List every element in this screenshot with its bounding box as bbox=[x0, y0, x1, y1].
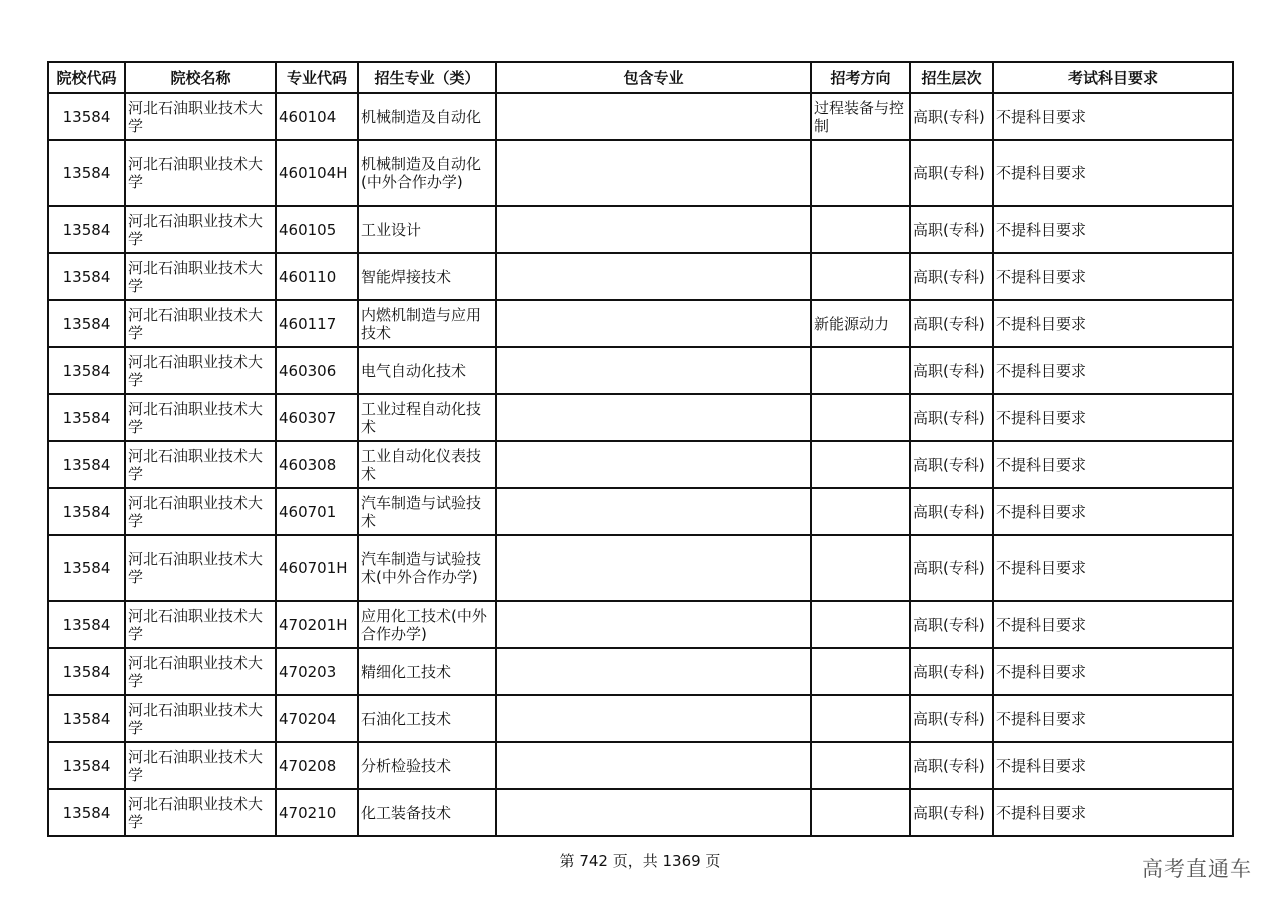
cell-major: 精细化工技术 bbox=[358, 648, 496, 695]
cell-direction: 新能源动力 bbox=[811, 300, 910, 347]
header-direction: 招考方向 bbox=[811, 62, 910, 93]
cell-included-majors bbox=[496, 441, 811, 488]
cell-level: 高职(专科) bbox=[910, 789, 993, 836]
cell-direction bbox=[811, 140, 910, 206]
enrollment-table bbox=[47, 61, 1234, 837]
cell-included-majors bbox=[496, 394, 811, 441]
cell-level: 高职(专科) bbox=[910, 648, 993, 695]
table-row bbox=[48, 394, 1233, 441]
cell-school-name: 河北石油职业技术大学 bbox=[125, 394, 276, 441]
cell-direction bbox=[811, 648, 910, 695]
page-number: 第 742 页，共 1369 页 bbox=[559, 852, 721, 870]
cell-requirement: 不提科目要求 bbox=[993, 93, 1233, 140]
cell-direction bbox=[811, 253, 910, 300]
cell-school-code: 13584 bbox=[48, 488, 125, 535]
cell-school-name: 河北石油职业技术大学 bbox=[125, 347, 276, 394]
cell-school-code: 13584 bbox=[48, 601, 125, 648]
cell-requirement: 不提科目要求 bbox=[993, 535, 1233, 601]
cell-included-majors bbox=[496, 140, 811, 206]
cell-major: 内燃机制造与应用技术 bbox=[358, 300, 496, 347]
cell-school-code: 13584 bbox=[48, 140, 125, 206]
cell-major-code: 460117 bbox=[276, 300, 358, 347]
cell-school-name: 河北石油职业技术大学 bbox=[125, 441, 276, 488]
cell-major-code: 470203 bbox=[276, 648, 358, 695]
header-requirement: 考试科目要求 bbox=[993, 62, 1233, 93]
cell-included-majors bbox=[496, 488, 811, 535]
cell-school-code: 13584 bbox=[48, 347, 125, 394]
table-row bbox=[48, 535, 1233, 601]
cell-direction bbox=[811, 441, 910, 488]
cell-school-code: 13584 bbox=[48, 742, 125, 789]
cell-major-code: 460306 bbox=[276, 347, 358, 394]
cell-school-name: 河北石油职业技术大学 bbox=[125, 648, 276, 695]
cell-school-name: 河北石油职业技术大学 bbox=[125, 535, 276, 601]
cell-included-majors bbox=[496, 206, 811, 253]
cell-major: 汽车制造与试验技术(中外合作办学) bbox=[358, 535, 496, 601]
cell-level: 高职(专科) bbox=[910, 300, 993, 347]
table-row bbox=[48, 695, 1233, 742]
cell-school-name: 河北石油职业技术大学 bbox=[125, 253, 276, 300]
cell-school-name: 河北石油职业技术大学 bbox=[125, 601, 276, 648]
cell-school-code: 13584 bbox=[48, 648, 125, 695]
cell-included-majors bbox=[496, 535, 811, 601]
table-row bbox=[48, 789, 1233, 836]
cell-included-majors bbox=[496, 742, 811, 789]
cell-major: 汽车制造与试验技术 bbox=[358, 488, 496, 535]
cell-major-code: 460307 bbox=[276, 394, 358, 441]
cell-included-majors bbox=[496, 347, 811, 394]
cell-level: 高职(专科) bbox=[910, 347, 993, 394]
cell-major-code: 470204 bbox=[276, 695, 358, 742]
cell-level: 高职(专科) bbox=[910, 695, 993, 742]
cell-school-code: 13584 bbox=[48, 789, 125, 836]
header-row bbox=[48, 62, 1233, 93]
cell-direction bbox=[811, 601, 910, 648]
cell-school-code: 13584 bbox=[48, 535, 125, 601]
cell-requirement: 不提科目要求 bbox=[993, 347, 1233, 394]
cell-direction bbox=[811, 347, 910, 394]
cell-major-code: 460308 bbox=[276, 441, 358, 488]
cell-major: 智能焊接技术 bbox=[358, 253, 496, 300]
watermark: 高考直通车 bbox=[1142, 857, 1252, 881]
cell-school-name: 河北石油职业技术大学 bbox=[125, 789, 276, 836]
cell-major: 应用化工技术(中外合作办学) bbox=[358, 601, 496, 648]
cell-direction bbox=[811, 535, 910, 601]
table-row bbox=[48, 648, 1233, 695]
cell-major-code: 470210 bbox=[276, 789, 358, 836]
cell-requirement: 不提科目要求 bbox=[993, 441, 1233, 488]
cell-level: 高职(专科) bbox=[910, 742, 993, 789]
cell-included-majors bbox=[496, 695, 811, 742]
cell-included-majors bbox=[496, 648, 811, 695]
cell-requirement: 不提科目要求 bbox=[993, 253, 1233, 300]
cell-major: 化工装备技术 bbox=[358, 789, 496, 836]
cell-school-name: 河北石油职业技术大学 bbox=[125, 695, 276, 742]
cell-requirement: 不提科目要求 bbox=[993, 695, 1233, 742]
cell-school-code: 13584 bbox=[48, 300, 125, 347]
cell-school-code: 13584 bbox=[48, 695, 125, 742]
cell-school-code: 13584 bbox=[48, 394, 125, 441]
cell-major: 工业自动化仪表技术 bbox=[358, 441, 496, 488]
header-level: 招生层次 bbox=[910, 62, 993, 93]
cell-major: 机械制造及自动化(中外合作办学) bbox=[358, 140, 496, 206]
cell-major: 分析检验技术 bbox=[358, 742, 496, 789]
cell-requirement: 不提科目要求 bbox=[993, 742, 1233, 789]
cell-school-name: 河北石油职业技术大学 bbox=[125, 140, 276, 206]
cell-direction: 过程装备与控制 bbox=[811, 93, 910, 140]
cell-level: 高职(专科) bbox=[910, 601, 993, 648]
cell-major: 电气自动化技术 bbox=[358, 347, 496, 394]
table-row bbox=[48, 253, 1233, 300]
cell-requirement: 不提科目要求 bbox=[993, 601, 1233, 648]
table-row bbox=[48, 441, 1233, 488]
cell-direction bbox=[811, 394, 910, 441]
table-row bbox=[48, 140, 1233, 206]
cell-major-code: 460104 bbox=[276, 93, 358, 140]
cell-requirement: 不提科目要求 bbox=[993, 394, 1233, 441]
cell-level: 高职(专科) bbox=[910, 93, 993, 140]
cell-requirement: 不提科目要求 bbox=[993, 789, 1233, 836]
cell-included-majors bbox=[496, 789, 811, 836]
cell-level: 高职(专科) bbox=[910, 253, 993, 300]
cell-included-majors bbox=[496, 253, 811, 300]
cell-school-code: 13584 bbox=[48, 206, 125, 253]
header-major: 招生专业（类） bbox=[358, 62, 496, 93]
cell-major-code: 470201H bbox=[276, 601, 358, 648]
cell-major: 机械制造及自动化 bbox=[358, 93, 496, 140]
cell-major-code: 460701 bbox=[276, 488, 358, 535]
cell-direction bbox=[811, 742, 910, 789]
table-row bbox=[48, 601, 1233, 648]
cell-direction bbox=[811, 695, 910, 742]
table-row bbox=[48, 347, 1233, 394]
table-row bbox=[48, 93, 1233, 140]
table-row bbox=[48, 300, 1233, 347]
cell-major-code: 460110 bbox=[276, 253, 358, 300]
cell-included-majors bbox=[496, 300, 811, 347]
cell-level: 高职(专科) bbox=[910, 535, 993, 601]
cell-requirement: 不提科目要求 bbox=[993, 488, 1233, 535]
cell-requirement: 不提科目要求 bbox=[993, 206, 1233, 253]
cell-school-name: 河北石油职业技术大学 bbox=[125, 742, 276, 789]
cell-school-name: 河北石油职业技术大学 bbox=[125, 93, 276, 140]
cell-level: 高职(专科) bbox=[910, 140, 993, 206]
cell-school-name: 河北石油职业技术大学 bbox=[125, 488, 276, 535]
header-included-majors: 包含专业 bbox=[496, 62, 811, 93]
cell-major-code: 460701H bbox=[276, 535, 358, 601]
cell-direction bbox=[811, 488, 910, 535]
cell-requirement: 不提科目要求 bbox=[993, 648, 1233, 695]
cell-major: 石油化工技术 bbox=[358, 695, 496, 742]
cell-school-code: 13584 bbox=[48, 253, 125, 300]
cell-level: 高职(专科) bbox=[910, 394, 993, 441]
cell-major-code: 460105 bbox=[276, 206, 358, 253]
table-row bbox=[48, 742, 1233, 789]
cell-level: 高职(专科) bbox=[910, 488, 993, 535]
header-school-name: 院校名称 bbox=[125, 62, 276, 93]
cell-included-majors bbox=[496, 601, 811, 648]
cell-direction bbox=[811, 206, 910, 253]
cell-level: 高职(专科) bbox=[910, 441, 993, 488]
cell-requirement: 不提科目要求 bbox=[993, 300, 1233, 347]
cell-major-code: 470208 bbox=[276, 742, 358, 789]
cell-level: 高职(专科) bbox=[910, 206, 993, 253]
cell-major: 工业过程自动化技术 bbox=[358, 394, 496, 441]
header-major-code: 专业代码 bbox=[276, 62, 358, 93]
cell-major-code: 460104H bbox=[276, 140, 358, 206]
header-school-code: 院校代码 bbox=[48, 62, 125, 93]
cell-major: 工业设计 bbox=[358, 206, 496, 253]
cell-requirement: 不提科目要求 bbox=[993, 140, 1233, 206]
cell-school-name: 河北石油职业技术大学 bbox=[125, 206, 276, 253]
cell-school-name: 河北石油职业技术大学 bbox=[125, 300, 276, 347]
cell-included-majors bbox=[496, 93, 811, 140]
cell-school-code: 13584 bbox=[48, 441, 125, 488]
cell-school-code: 13584 bbox=[48, 93, 125, 140]
table-row bbox=[48, 488, 1233, 535]
table-row bbox=[48, 206, 1233, 253]
cell-direction bbox=[811, 789, 910, 836]
